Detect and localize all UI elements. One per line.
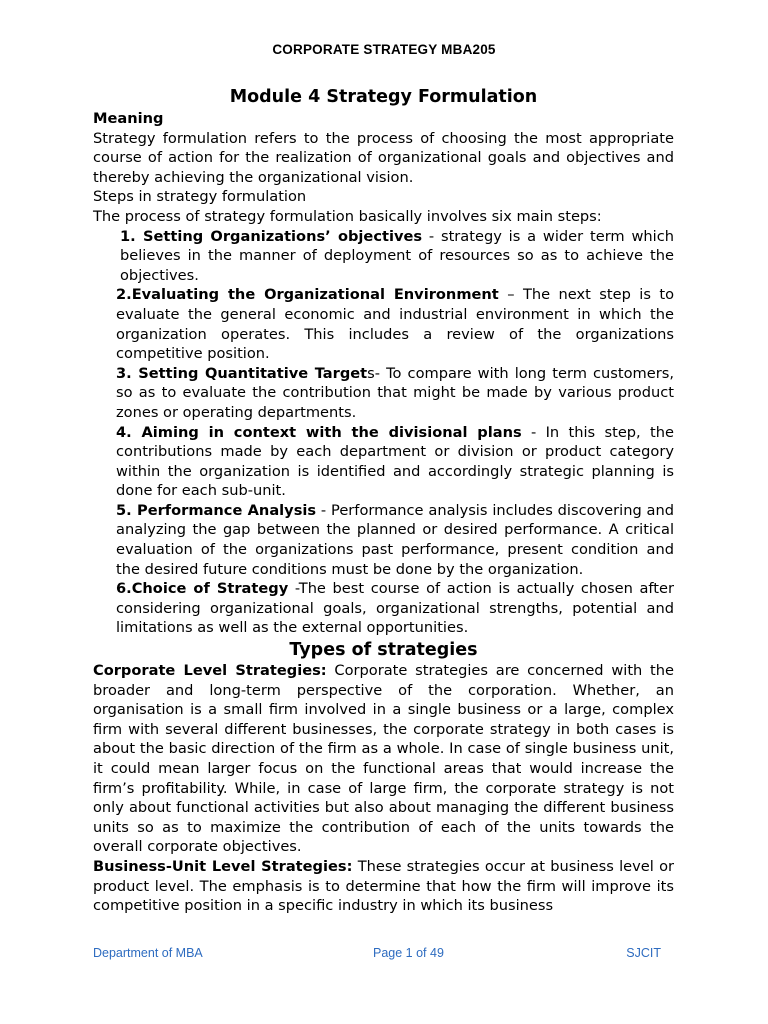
step-title: 6.Choice of Strategy <box>116 580 289 598</box>
footer-college: SJCIT <box>626 946 661 960</box>
step-title: 2.Evaluating the Organizational Environment <box>116 286 499 304</box>
step-text: s- To compare with long term customers, so as to evaluate the contribution that might be made by various product zones or operating departments. <box>116 364 674 421</box>
steps-list <box>93 227 674 638</box>
corporate-strategies-paragraph <box>93 661 674 857</box>
steps-intro: The process of strategy formulation basically involves six main steps: <box>93 207 602 225</box>
step-item <box>116 423 674 501</box>
page-footer <box>93 946 661 962</box>
business-unit-strategies-paragraph <box>93 857 674 916</box>
corporate-strategies-label: Corporate Level Strategies: <box>93 662 327 680</box>
step-title: 4. Aiming in context with the divisional plans <box>116 423 522 441</box>
running-header: CORPORATE STRATEGY MBA205 <box>272 42 496 57</box>
meaning-paragraph: Strategy formulation refers to the process of choosing the most appropriate course of action for the realization of organizational goals and objectives and thereby achieving the organizational vision. <box>93 129 674 186</box>
step-title: 1. Setting Organizations’ objectives <box>120 227 423 245</box>
types-heading: Types of strategies <box>289 640 478 661</box>
module-title: Module 4 Strategy Formulation <box>229 87 538 107</box>
step-item <box>116 501 674 579</box>
corporate-strategies-text: Corporate strategies are concerned with the broader and long-term perspective of the corporation. Whether, an organisation is a small firm involved in a single business or a large, complex firm with several different businesses, the corporate strategy in both cases is about the basic direction of the firm as a whole. In case of single business unit, it could mean larger focus on the functional areas that would increase the firm’s profitability. While, in case of large firm, the corporate strategy is not only about functional activities but also about managing the different business units so as to maximize the contribution of each of the units towards the overall corporate objectives. <box>93 662 675 856</box>
step-text: - Performance analysis includes discovering and analyzing the gap between the planned or desired performance. A critical evaluation of the organizations past performance, present condition and the desired future conditions must be done by the organization. <box>116 501 675 578</box>
business-unit-strategies-label: Business-Unit Level Strategies: <box>93 857 353 875</box>
step-title: 5. Performance Analysis <box>116 501 317 519</box>
step-text: - In this step, the contributions made by each department or division or product category within the organization is identified and accordingly strategic planning is done for each sub-unit. <box>116 423 674 500</box>
step-item <box>116 364 674 423</box>
step-text: – The next step is to evaluate the general economic and industrial environment in which the organization operates. This includes a review of the organizations competitive position. <box>116 286 675 363</box>
step-title: 3. Setting Quantitative Target <box>116 364 368 382</box>
step-text: -The best course of action is actually chosen after considering organizational goals, organizational strengths, potential and limitations as well as the external opportunities. <box>116 580 675 637</box>
footer-department: Department of MBA <box>93 946 203 960</box>
meaning-heading: Meaning <box>93 110 164 127</box>
step-text: - strategy is a wider term which believes in the manner of deployment of resources so as to achieve the objectives. <box>120 227 674 284</box>
step-item <box>116 285 674 363</box>
footer-page-number: Page 1 of 49 <box>373 946 444 960</box>
step-item <box>116 579 674 638</box>
step-item <box>116 227 674 286</box>
steps-heading: Steps in strategy formulation <box>93 188 307 206</box>
page-body <box>93 86 674 916</box>
business-unit-strategies-text: These strategies occur at business level or product level. The emphasis is to determine that how the firm will improve its competitive position in a specific industry in which its business <box>93 857 674 915</box>
